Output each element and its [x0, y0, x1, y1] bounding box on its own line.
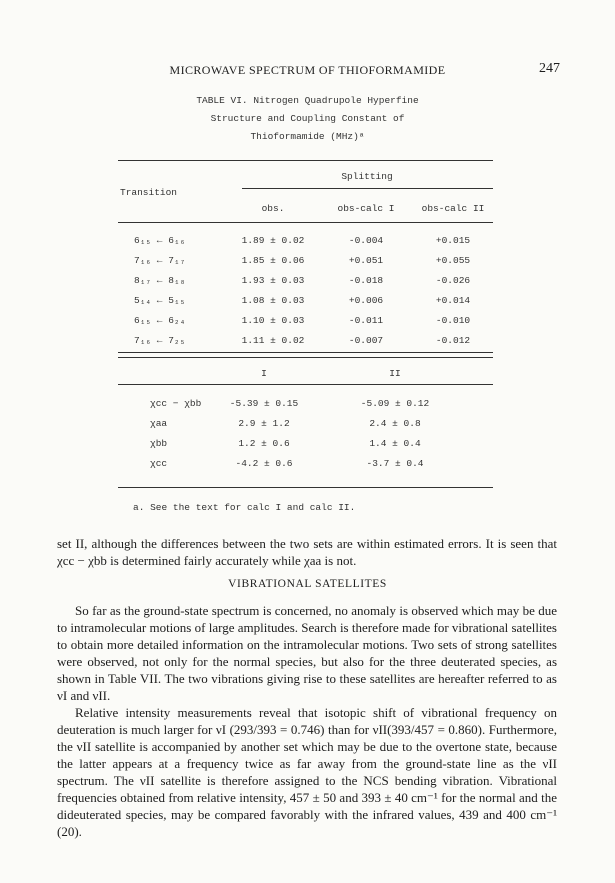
cell-calc-ii: -0.012 — [435, 335, 471, 346]
col-header-obs: obs. — [261, 203, 285, 214]
cell-transition: 7₁₆ ← 7₁₇ — [134, 255, 186, 266]
cell-calc-i: +0.051 — [348, 255, 384, 266]
cell-value-ii: 2.4 ± 0.8 — [369, 418, 421, 429]
cell-calc-i: -0.004 — [348, 235, 384, 246]
cell-value-i: 2.9 ± 1.2 — [238, 418, 290, 429]
cell-calc-ii: -0.026 — [435, 275, 471, 286]
cell-value-i: -5.39 ± 0.15 — [229, 398, 299, 409]
cell-obs: 1.89 ± 0.02 — [241, 235, 305, 246]
col-header-calc-ii: obs-calc II — [421, 203, 485, 214]
cell-coupling-label: χbb — [150, 438, 168, 449]
table-footnote: a. See the text for calc I and calc II. — [133, 502, 356, 513]
mid-rule-2 — [118, 357, 493, 358]
cell-value-ii: 1.4 ± 0.4 — [369, 438, 421, 449]
caption-line-3: Thioformamide (MHz)ᵃ — [250, 131, 365, 142]
cell-calc-i: -0.011 — [348, 315, 384, 326]
paragraph-2: Relative intensity measurements reveal that isotopic shift of vibrational frequency on deuteration is much larger for νI (293/393 = 0.746) than for νII(393/457 = 0.860). Furthermore, the νII satellite is accompanied by another set which may be due to the overtone state, because the latter appears at a frequency twice as far away from the ground-state line as the νII spectrum. The νII satellite is therefore assigned to the NCS bending vibration. Vibrational frequencies obtained from relative intensity, 457 ± 50 and 393 ± 40 cm⁻¹ for the normal and the dideuterated species, may be compared favorably with the infrared values, 439 and 400 cm⁻¹ (20). — [57, 705, 557, 839]
cell-value-ii: -3.7 ± 0.4 — [366, 458, 424, 469]
sub-col-header-ii: II — [389, 368, 401, 379]
cell-calc-i: -0.007 — [348, 335, 384, 346]
page-number: 247 — [539, 61, 560, 76]
running-title: MICROWAVE SPECTRUM OF THIOFORMAMIDE — [169, 63, 446, 77]
cell-coupling-label: χcc − χbb — [150, 398, 202, 409]
cell-value-i: -4.2 ± 0.6 — [235, 458, 293, 469]
cell-calc-ii: +0.015 — [435, 235, 471, 246]
cell-coupling-label: χaa — [150, 418, 168, 429]
caption-line-2: Structure and Coupling Constant of — [210, 113, 405, 124]
cell-transition: 8₁₇ ← 8₁₈ — [134, 275, 186, 286]
cell-calc-ii: +0.055 — [435, 255, 471, 266]
cell-calc-ii: -0.010 — [435, 315, 471, 326]
cell-calc-i: -0.018 — [348, 275, 384, 286]
sub-header-rule — [118, 384, 493, 385]
cell-transition: 6₁₅ ← 6₂₄ — [134, 315, 186, 326]
cell-value-i: 1.2 ± 0.6 — [238, 438, 290, 449]
paragraph-1: So far as the ground-state spectrum is concerned, no anomaly is observed which may be due to intramolecular motions of large amplitudes. Search is therefore made for vibrational satellites to obtain more detailed information on the intramolecular motions. Two sets of strong satellites were observed, not only for the normal species, but also for the three deuterated species, as shown in Table VII. The two vibrations giving rise to these satellites are hereafter referred to as νI and νII. — [57, 603, 557, 703]
cell-transition: 7₁₆ ← 7₂₅ — [134, 335, 186, 346]
cell-obs: 1.85 ± 0.06 — [241, 255, 305, 266]
paragraph-intro: set II, although the differences between the two sets are within estimated errors. It is seen that χcc − χbb is determined fairly accurately while χaa is not. — [57, 536, 557, 568]
cell-transition: 6₁₅ ← 6₁₆ — [134, 235, 186, 246]
cell-transition: 5₁₄ ← 5₁₅ — [134, 295, 186, 306]
section-heading: VIBRATIONAL SATELLITES — [228, 578, 387, 590]
cell-obs: 1.08 ± 0.03 — [241, 295, 305, 306]
col-header-calc-i: obs-calc I — [337, 203, 395, 214]
cell-obs: 1.93 ± 0.03 — [241, 275, 305, 286]
cell-value-ii: -5.09 ± 0.12 — [360, 398, 430, 409]
cell-coupling-label: χcc — [150, 458, 168, 469]
table-top-rule — [118, 160, 493, 161]
caption-line-1: TABLE VI. Nitrogen Quadrupole Hyperfine — [196, 95, 419, 106]
cell-obs: 1.10 ± 0.03 — [241, 315, 305, 326]
group-header-splitting: Splitting — [341, 171, 393, 182]
cell-obs: 1.11 ± 0.02 — [241, 335, 305, 346]
cell-calc-i: +0.006 — [348, 295, 384, 306]
group-rule — [242, 188, 493, 189]
cell-calc-ii: +0.014 — [435, 295, 471, 306]
header-rule — [118, 222, 493, 223]
sub-col-header-i: I — [261, 368, 267, 379]
col-header-transition: Transition — [120, 187, 178, 198]
table-bottom-rule — [118, 487, 493, 488]
mid-rule-1 — [118, 352, 493, 353]
